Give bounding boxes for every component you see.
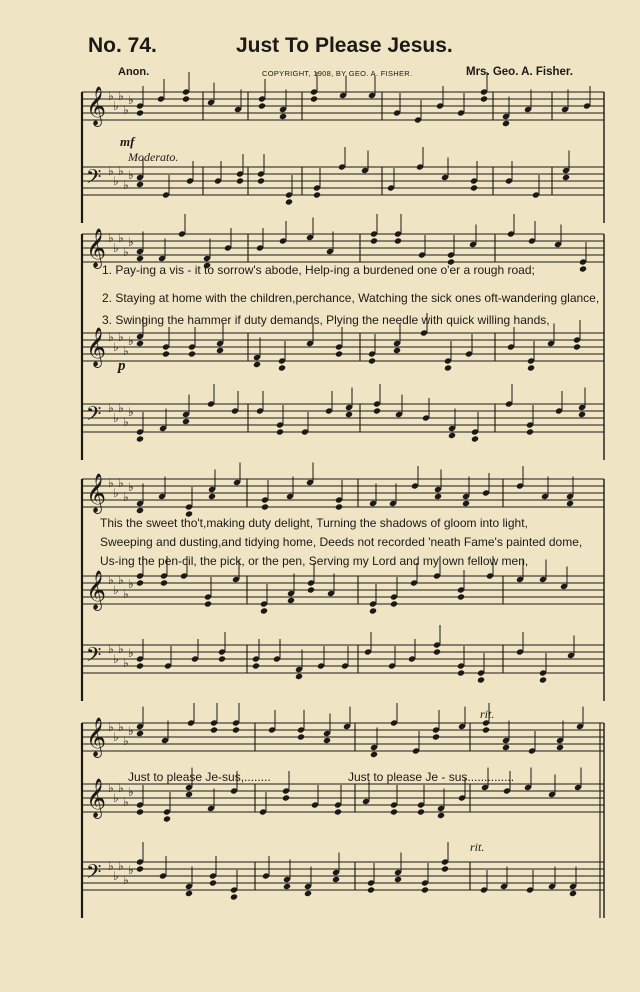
- verse-3-line-1: 3. Swinging the hammer if duty demands, Plying the needle with quick willing hands,: [102, 313, 550, 327]
- svg-text:𝄢: 𝄢: [86, 860, 102, 888]
- ritardando-2: rit.: [470, 840, 485, 854]
- copyright-notice: COPYRIGHT, 1908, BY GEO. A. FISHER.: [262, 69, 413, 78]
- svg-text:♭: ♭: [113, 652, 119, 666]
- svg-text:♭: ♭: [128, 863, 134, 877]
- svg-text:♭: ♭: [123, 178, 129, 192]
- verse-1-line-2: This the sweet tho't,making duty delight, Turning the shadows of gloom into light,: [100, 516, 528, 530]
- svg-text:♭: ♭: [128, 405, 134, 419]
- svg-text:♭: ♭: [108, 89, 114, 103]
- svg-text:♭: ♭: [113, 791, 119, 805]
- chorus-lyric-2: Just to please Je - sus..............: [348, 770, 515, 784]
- svg-text:♭: ♭: [128, 334, 134, 348]
- svg-text:♭: ♭: [113, 583, 119, 597]
- svg-text:♭: ♭: [128, 168, 134, 182]
- svg-text:♭: ♭: [118, 573, 124, 587]
- svg-text:♭: ♭: [108, 859, 114, 873]
- dynamic-mf: mf: [120, 134, 135, 149]
- svg-text:♭: ♭: [128, 646, 134, 660]
- ritardando-1: rit.: [480, 707, 495, 721]
- svg-text:♭: ♭: [113, 411, 119, 425]
- hymn-title: Just To Please Jesus.: [236, 34, 453, 57]
- svg-text:♭: ♭: [123, 873, 129, 887]
- svg-text:𝄞: 𝄞: [86, 717, 107, 757]
- svg-text:♭: ♭: [113, 99, 119, 113]
- svg-text:♭: ♭: [108, 573, 114, 587]
- svg-text:♭: ♭: [128, 785, 134, 799]
- svg-text:♭: ♭: [108, 476, 114, 490]
- svg-text:♭: ♭: [123, 245, 129, 259]
- svg-text:♭: ♭: [123, 415, 129, 429]
- chorus-lyric-1: Just to please Je-sus,........: [128, 770, 271, 784]
- svg-text:♭: ♭: [118, 164, 124, 178]
- svg-text:♭: ♭: [128, 577, 134, 591]
- svg-text:♭: ♭: [118, 642, 124, 656]
- svg-text:♭: ♭: [128, 724, 134, 738]
- svg-text:♭: ♭: [123, 734, 129, 748]
- verse-2-line-2: Sweeping and dusting,and tidying home, Deeds not recorded 'neath Fame's painted dome,: [100, 535, 583, 549]
- svg-text:𝄞: 𝄞: [86, 778, 107, 818]
- svg-text:♭: ♭: [128, 235, 134, 249]
- svg-text:♭: ♭: [123, 587, 129, 601]
- svg-text:♭: ♭: [128, 480, 134, 494]
- svg-text:♭: ♭: [118, 401, 124, 415]
- svg-text:♭: ♭: [123, 490, 129, 504]
- svg-text:𝄢: 𝄢: [86, 643, 102, 671]
- svg-text:♭: ♭: [108, 642, 114, 656]
- verse-2-line-1: 2. Staying at home with the children,perchance, Watching the sick ones oft-wandering glance,: [102, 291, 600, 305]
- dynamic-p: p: [118, 358, 126, 374]
- svg-text:𝄢: 𝄢: [86, 165, 102, 193]
- svg-text:♭: ♭: [113, 174, 119, 188]
- svg-text:♭: ♭: [118, 781, 124, 795]
- svg-text:♭: ♭: [123, 795, 129, 809]
- svg-text:♭: ♭: [113, 486, 119, 500]
- svg-text:♭: ♭: [108, 720, 114, 734]
- svg-text:𝄞: 𝄞: [86, 228, 107, 268]
- svg-text:♭: ♭: [118, 476, 124, 490]
- verse-1-line-1: 1. Pay-ing a vis - it to sorrow's abode, Help-ing a burdened one o'er a rough road;: [102, 263, 535, 277]
- svg-text:𝄢: 𝄢: [86, 402, 102, 430]
- svg-text:♭: ♭: [118, 330, 124, 344]
- svg-text:♭: ♭: [113, 730, 119, 744]
- svg-text:♭: ♭: [118, 231, 124, 245]
- svg-text:♭: ♭: [118, 720, 124, 734]
- svg-text:♭: ♭: [123, 103, 129, 117]
- lyricist-credit: Anon.: [118, 66, 150, 78]
- svg-text:♭: ♭: [118, 89, 124, 103]
- svg-text:♭: ♭: [118, 859, 124, 873]
- svg-text:♭: ♭: [123, 656, 129, 670]
- tempo-marking: Moderato.: [128, 150, 179, 164]
- svg-text:𝄞: 𝄞: [86, 570, 107, 610]
- composer-credit: Mrs. Geo. A. Fisher.: [466, 66, 573, 78]
- svg-text:♭: ♭: [128, 93, 134, 107]
- svg-text:♭: ♭: [113, 869, 119, 883]
- hymn-number: No. 74.: [88, 34, 157, 57]
- svg-text:𝄞: 𝄞: [86, 473, 107, 513]
- verse-3-line-2: Us-ing the pen-cil, the pick, or the pen, Serving my Lord and my own fellow men,: [100, 554, 529, 568]
- svg-text:♭: ♭: [113, 340, 119, 354]
- svg-text:♭: ♭: [123, 344, 129, 358]
- svg-text:♭: ♭: [113, 241, 119, 255]
- svg-text:♭: ♭: [108, 330, 114, 344]
- svg-text:𝄞: 𝄞: [86, 327, 107, 367]
- svg-text:♭: ♭: [108, 781, 114, 795]
- svg-text:♭: ♭: [108, 164, 114, 178]
- svg-text:𝄞: 𝄞: [86, 86, 107, 126]
- svg-text:♭: ♭: [108, 401, 114, 415]
- svg-text:♭: ♭: [108, 231, 114, 245]
